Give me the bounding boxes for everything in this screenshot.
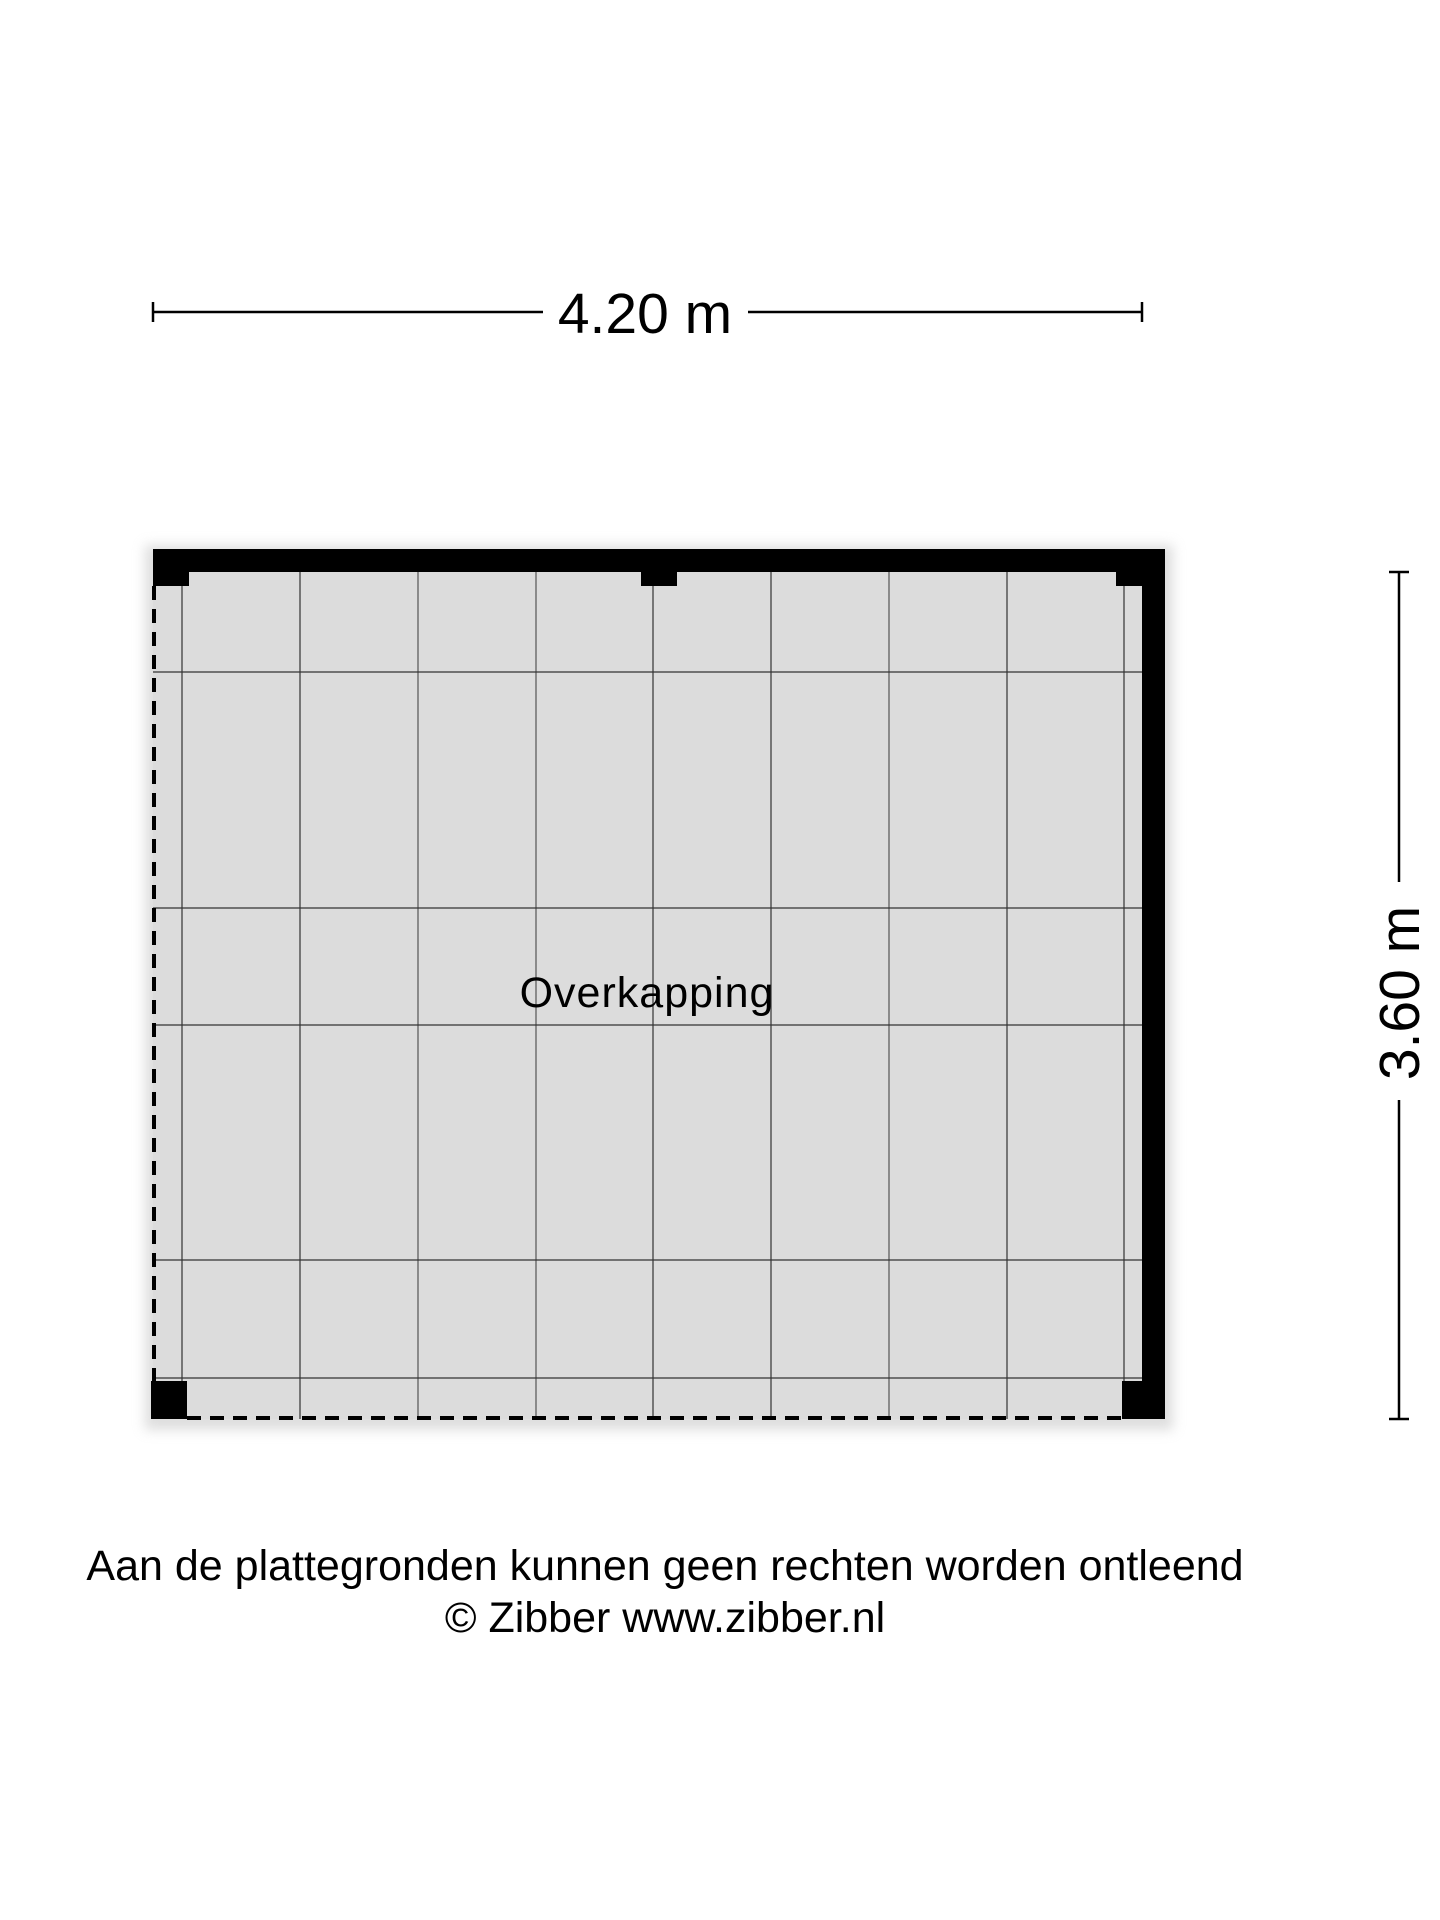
post-top-left bbox=[153, 549, 189, 586]
width-label: 4.20 m bbox=[557, 282, 733, 346]
disclaimer-text: Aan de plattegronden kunnen geen rechten worden ontleend bbox=[86, 1542, 1244, 1590]
post-top-right bbox=[1116, 549, 1165, 586]
height-label: 3.60 m bbox=[1368, 905, 1432, 1081]
post-top-middle bbox=[641, 549, 677, 586]
post-bottom-right bbox=[1122, 1381, 1165, 1419]
copyright-text: © Zibber www.zibber.nl bbox=[444, 1594, 886, 1642]
right-wall bbox=[1142, 549, 1165, 1419]
room-label: Overkapping bbox=[519, 969, 775, 1017]
post-bottom-left bbox=[151, 1381, 187, 1419]
height-dimension bbox=[1368, 572, 1432, 1419]
width-dimension bbox=[153, 282, 1142, 346]
